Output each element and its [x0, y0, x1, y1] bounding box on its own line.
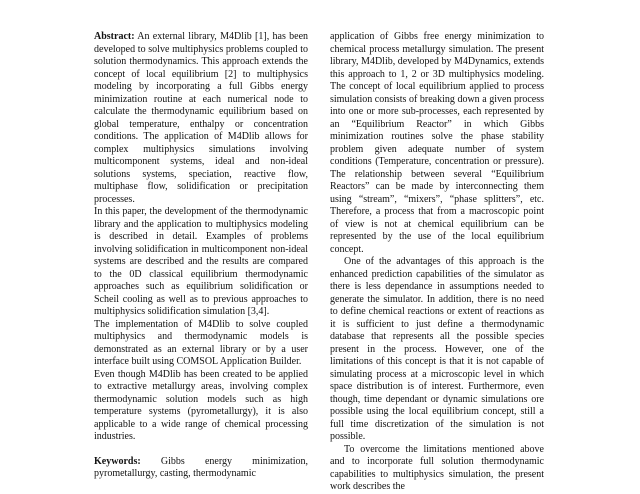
body-paragraph-advantages: One of the advantages of this approach is the enhanced prediction capabilities of the simulator as there is less dependance in assumptions needed to generate the simulator. In addition, there is no need to define chemical reactions or extent of reactions as it is sufficient to just define a thermodynamic database that represents all the possible species present in the process. However, one of the limitations of this concept is that it is not capable of simulating process at a microscopic level in which space distribution is of interest. Furthermore, even though, time dependant or dynamic simulations ore possible using the local equilibrium concept, still a full time discretization of the simulation is not possible. — [330, 256, 544, 442]
abstract-paragraph — [94, 31, 308, 206]
keywords-heading: Keywords: — [94, 455, 141, 467]
keywords-paragraph — [94, 456, 308, 481]
keywords-text: Gibbs energy minimization, pyrometallurgy, casting, thermodynamic — [94, 455, 309, 479]
left-column — [94, 31, 308, 481]
body-paragraph-implementation: The implementation of M4Dlib to solve coupled multiphysics and thermodynamic models is demonstrated as an external library or by a user interface built using COMSOL Application Builder. — [94, 318, 308, 367]
body-paragraph-scope: In this paper, the development of the thermodynamic library and the application to multiphysics modeling is described in detail. Examples of problems involving solidification in multicomponent non-ideal systems are described and the results are compared to the 0D classical equilibrium thermodynamic approaches such as equilibrium solidification or Scheil cooling as well as to previous approaches to multiphysics solidification simulation [3,4]. — [94, 206, 308, 317]
body-paragraph-limitations: To overcome the limitations mentioned above and to incorporate full solution thermodynamic capabilities to multiphysics simulation, the present work describes the — [330, 443, 544, 492]
body-paragraph-local-equilibrium: application of Gibbs free energy minimization to chemical process metallurgy simulation. The present library, M4Dlib, developed by M4Dynamics, extends this approach to 1, 2 or 3D multiphysics modeling. The concept of local equilibrium applied to process simulation consists of breaking down a given process into one or more sub-processes, each represented by an “Equilibrium Reactor” in which Gibbs minimization routines solve the phase stability problem given adequate number of system conditions (Temperature, concentration or pressure). The relationship between several “Equilibrium Reactors” can be made by interconnecting them using “stream”, “mixers”, “phase splitters”, etc. Therefore, a process that from a macroscopic point of view is not at chemical equilibrium can be represented by the use of the local equilibrium concept. — [330, 31, 544, 255]
abstract-text: An external library, M4Dlib [1], has been developed to solve multiphysics problems coupled to solution thermodynamics. This approach extends the concept of local equilibrium [2] to multiphysics modeling by incorporating a full Gibbs energy minimization routine at each numerical node to calculate the thermodynamic equilibrium based on global temperature, enthalpy or concentration conditions. The application of M4Dlib allows for complex multiphysics simulations involving multicomponent systems, ideal and non-ideal solutions systems, speciation, reactive flow, multiphase flow, solidification or precipitation processes. — [94, 31, 309, 205]
abstract-heading: Abstract: — [94, 31, 135, 42]
body-paragraph-applications: Even though M4Dlib has been created to be applied to extractive metallurgy areas, involving complex thermodynamic solution models such as high temperature systems (pyrometallurgy), it is also applicable to a wide range of chemical processing industries. — [94, 368, 308, 442]
right-column — [330, 31, 544, 494]
